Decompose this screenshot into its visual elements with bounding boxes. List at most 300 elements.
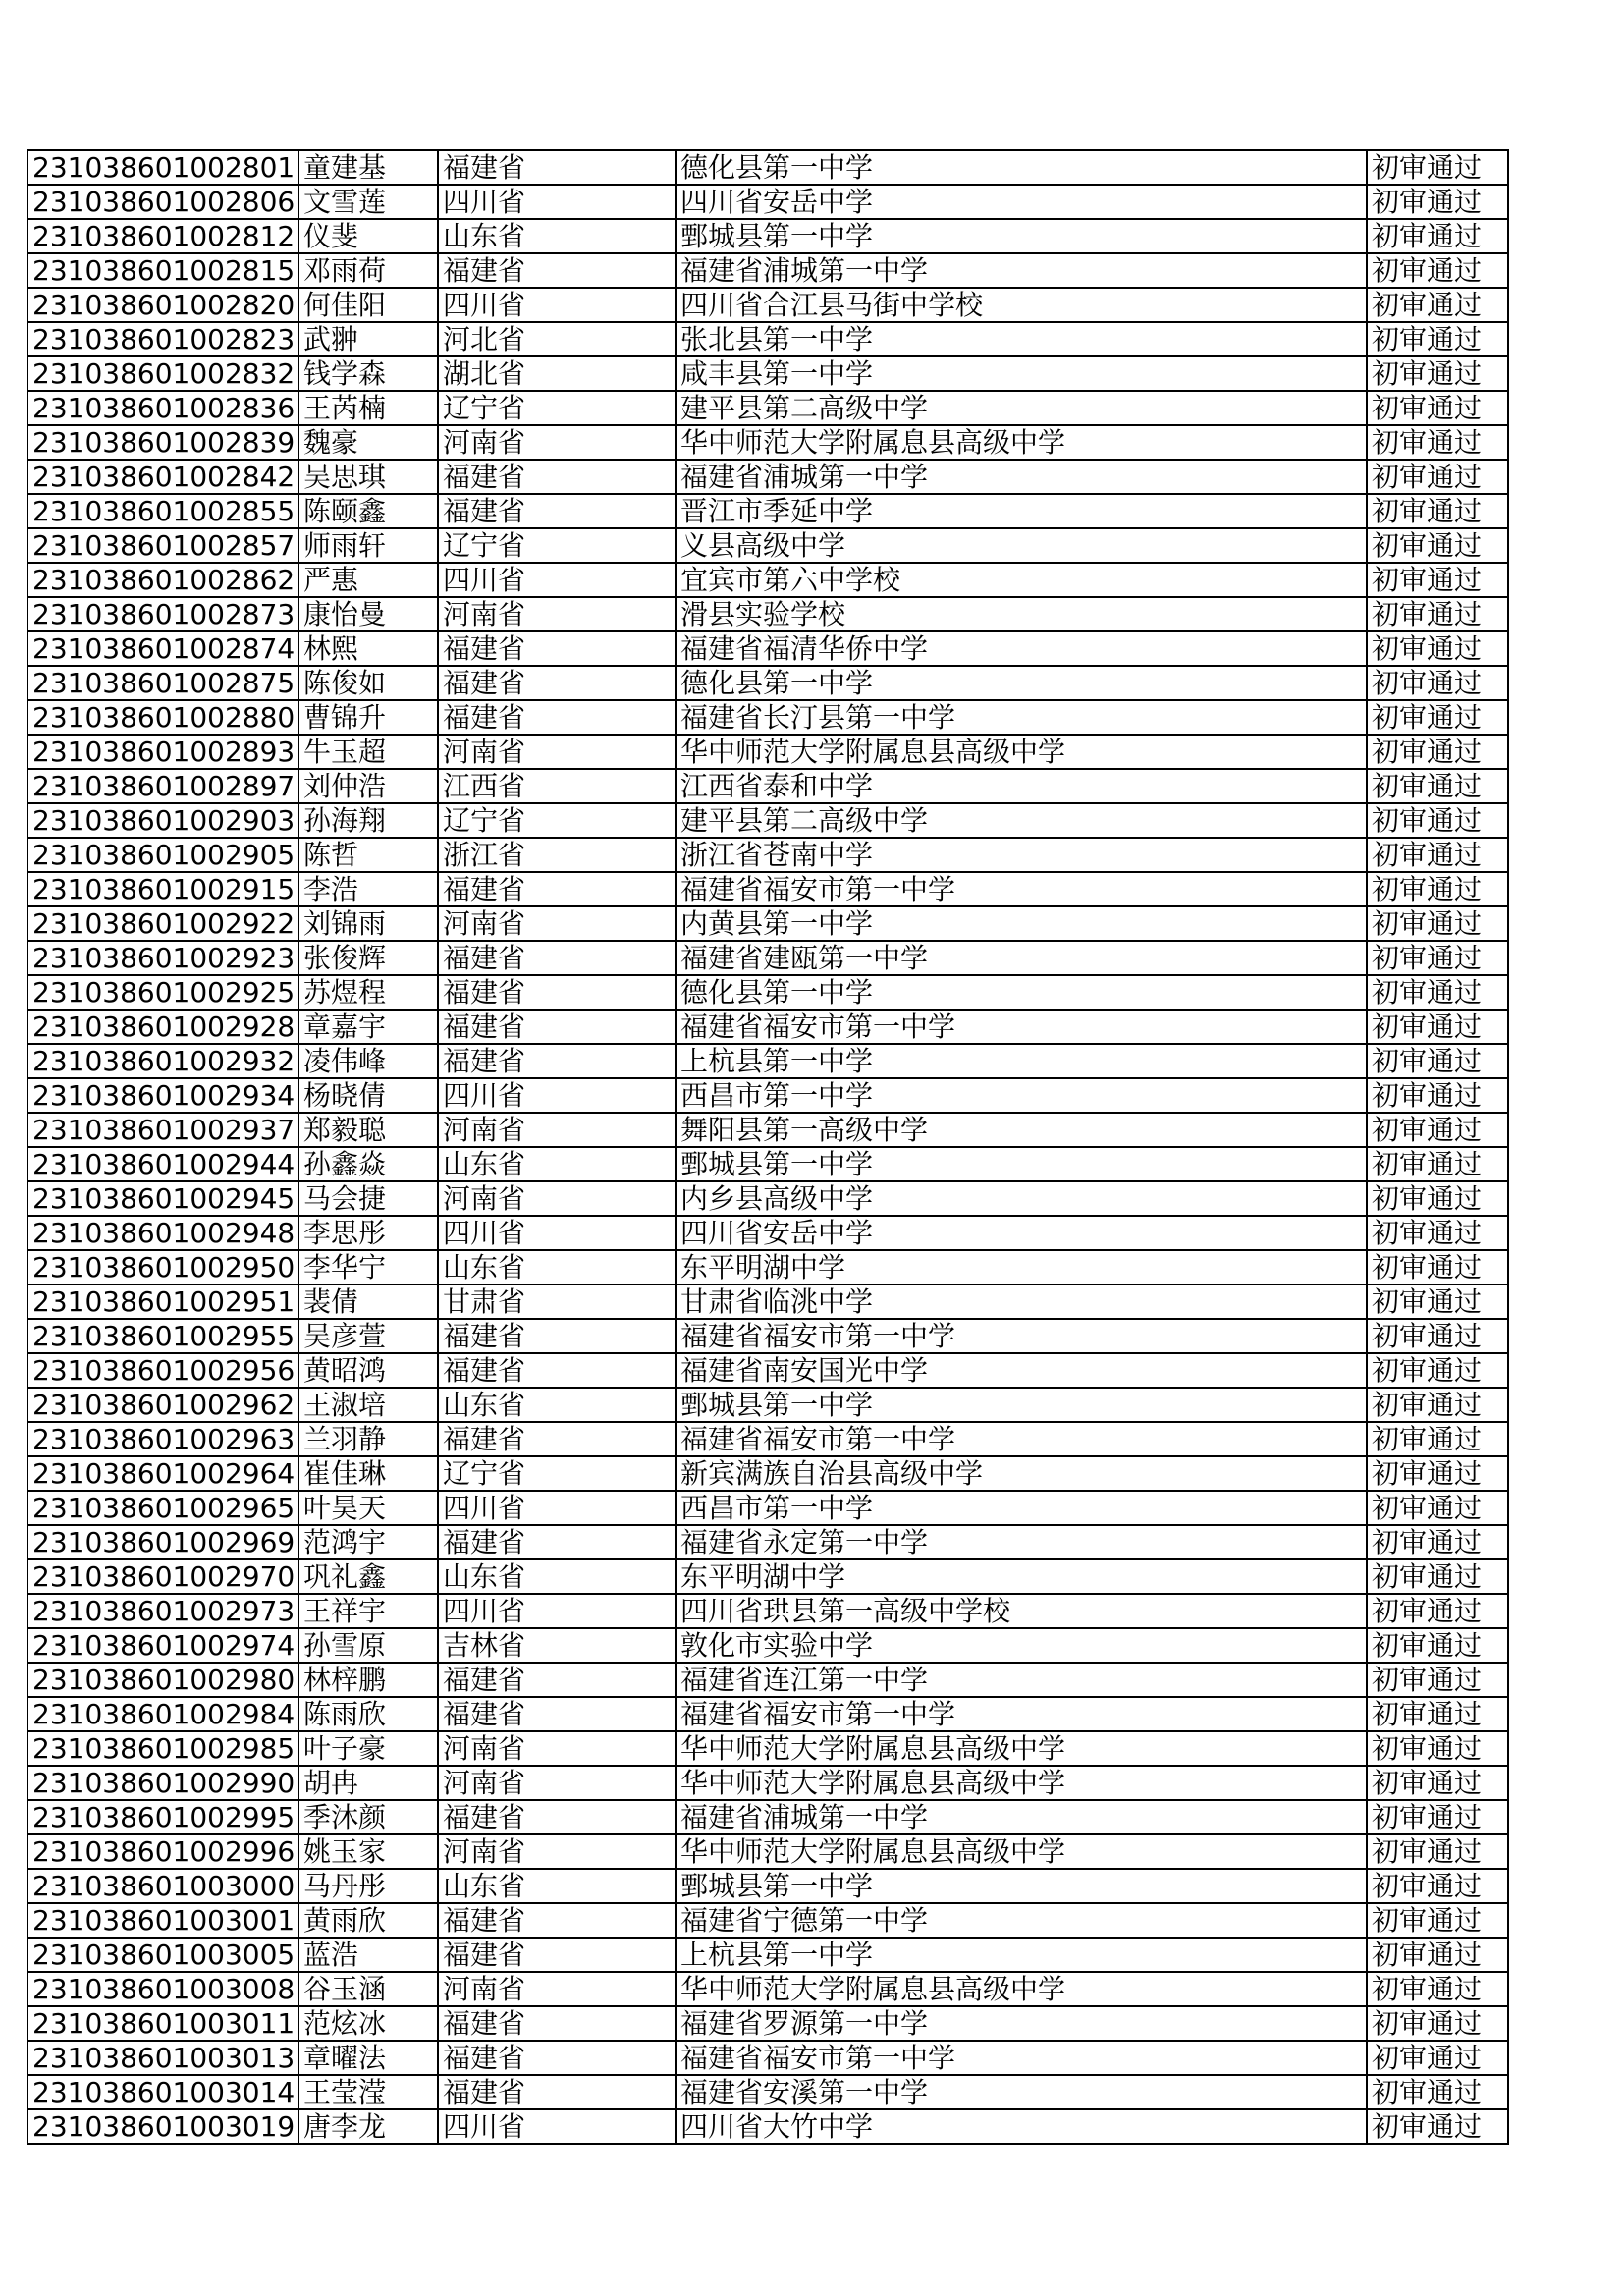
candidate-name-cell: 文雪莲 <box>298 185 438 219</box>
province-cell: 福建省 <box>438 1697 676 1731</box>
province-cell: 甘肃省 <box>438 1285 676 1319</box>
table-row <box>27 769 1508 803</box>
candidate-name-cell: 刘锦雨 <box>298 906 438 941</box>
school-cell: 西昌市第一中学 <box>676 1491 1367 1525</box>
candidate-name-cell: 吴彦萱 <box>298 1319 438 1353</box>
table-row <box>27 425 1508 460</box>
candidate-id-cell: 231038601002823 <box>27 322 298 356</box>
candidate-name-cell: 章曜法 <box>298 2041 438 2075</box>
status-cell: 初审通过 <box>1367 1319 1508 1353</box>
province-cell: 福建省 <box>438 700 676 735</box>
candidate-name-cell: 王淑培 <box>298 1388 438 1422</box>
status-cell: 初审通过 <box>1367 425 1508 460</box>
candidate-name-cell: 仪斐 <box>298 219 438 253</box>
status-cell: 初审通过 <box>1367 1834 1508 1869</box>
school-cell: 江西省泰和中学 <box>676 769 1367 803</box>
candidate-id-cell: 231038601002897 <box>27 769 298 803</box>
province-cell: 河南省 <box>438 425 676 460</box>
candidate-name-cell: 陈俊如 <box>298 666 438 700</box>
status-cell: 初审通过 <box>1367 872 1508 906</box>
school-cell: 福建省福清华侨中学 <box>676 631 1367 666</box>
status-cell: 初审通过 <box>1367 1456 1508 1491</box>
province-cell: 福建省 <box>438 666 676 700</box>
province-cell: 福建省 <box>438 1353 676 1388</box>
candidate-name-cell: 姚玉家 <box>298 1834 438 1869</box>
candidate-id-cell: 231038601002855 <box>27 494 298 528</box>
status-cell: 初审通过 <box>1367 1869 1508 1903</box>
candidate-id-cell: 231038601002801 <box>27 150 298 185</box>
table-row <box>27 1663 1508 1697</box>
table-row <box>27 219 1508 253</box>
candidate-id-cell: 231038601002956 <box>27 1353 298 1388</box>
candidate-id-cell: 231038601002880 <box>27 700 298 735</box>
school-cell: 福建省福安市第一中学 <box>676 872 1367 906</box>
candidate-id-cell: 231038601002903 <box>27 803 298 838</box>
table-row <box>27 2075 1508 2109</box>
school-cell: 福建省安溪第一中学 <box>676 2075 1367 2109</box>
candidate-id-cell: 231038601002832 <box>27 356 298 391</box>
candidate-id-cell: 231038601002820 <box>27 288 298 322</box>
school-cell: 福建省浦城第一中学 <box>676 253 1367 288</box>
candidate-id-cell: 231038601002963 <box>27 1422 298 1456</box>
table-row <box>27 838 1508 872</box>
school-cell: 福建省罗源第一中学 <box>676 2006 1367 2041</box>
candidate-name-cell: 师雨轩 <box>298 528 438 563</box>
candidate-id-cell: 231038601002925 <box>27 975 298 1010</box>
status-cell: 初审通过 <box>1367 288 1508 322</box>
candidate-id-cell: 231038601002962 <box>27 1388 298 1422</box>
candidate-id-cell: 231038601002922 <box>27 906 298 941</box>
province-cell: 福建省 <box>438 1525 676 1559</box>
province-cell: 福建省 <box>438 1800 676 1834</box>
results-table <box>27 149 1509 2145</box>
candidate-name-cell: 马丹彤 <box>298 1869 438 1903</box>
province-cell: 福建省 <box>438 2075 676 2109</box>
province-cell: 河南省 <box>438 597 676 631</box>
candidate-name-cell: 谷玉涵 <box>298 1972 438 2006</box>
table-row <box>27 1697 1508 1731</box>
province-cell: 山东省 <box>438 1559 676 1594</box>
table-row <box>27 941 1508 975</box>
school-cell: 华中师范大学附属息县高级中学 <box>676 425 1367 460</box>
status-cell: 初审通过 <box>1367 1147 1508 1181</box>
school-cell: 福建省建瓯第一中学 <box>676 941 1367 975</box>
status-cell: 初审通过 <box>1367 2075 1508 2109</box>
candidate-id-cell: 231038601002984 <box>27 1697 298 1731</box>
status-cell: 初审通过 <box>1367 322 1508 356</box>
candidate-id-cell: 231038601003001 <box>27 1903 298 1938</box>
table-row <box>27 1731 1508 1766</box>
status-cell: 初审通过 <box>1367 631 1508 666</box>
status-cell: 初审通过 <box>1367 253 1508 288</box>
province-cell: 四川省 <box>438 2109 676 2144</box>
school-cell: 滑县实验学校 <box>676 597 1367 631</box>
table-row <box>27 803 1508 838</box>
school-cell: 福建省福安市第一中学 <box>676 1010 1367 1044</box>
candidate-name-cell: 孙雪原 <box>298 1628 438 1663</box>
status-cell: 初审通过 <box>1367 356 1508 391</box>
status-cell: 初审通过 <box>1367 735 1508 769</box>
status-cell: 初审通过 <box>1367 1663 1508 1697</box>
province-cell: 福建省 <box>438 253 676 288</box>
candidate-id-cell: 231038601002862 <box>27 563 298 597</box>
province-cell: 四川省 <box>438 1594 676 1628</box>
candidate-name-cell: 林梓鹏 <box>298 1663 438 1697</box>
school-cell: 义县高级中学 <box>676 528 1367 563</box>
province-cell: 湖北省 <box>438 356 676 391</box>
school-cell: 四川省安岳中学 <box>676 1216 1367 1250</box>
table-row <box>27 1491 1508 1525</box>
table-row <box>27 356 1508 391</box>
status-cell: 初审通过 <box>1367 666 1508 700</box>
candidate-id-cell: 231038601003005 <box>27 1938 298 1972</box>
province-cell: 辽宁省 <box>438 803 676 838</box>
candidate-name-cell: 唐李龙 <box>298 2109 438 2144</box>
status-cell: 初审通过 <box>1367 1766 1508 1800</box>
province-cell: 山东省 <box>438 1869 676 1903</box>
school-cell: 福建省南安国光中学 <box>676 1353 1367 1388</box>
candidate-name-cell: 李思彤 <box>298 1216 438 1250</box>
school-cell: 鄄城县第一中学 <box>676 219 1367 253</box>
school-cell: 晋江市季延中学 <box>676 494 1367 528</box>
table-row <box>27 1216 1508 1250</box>
candidate-name-cell: 黄雨欣 <box>298 1903 438 1938</box>
school-cell: 华中师范大学附属息县高级中学 <box>676 735 1367 769</box>
status-cell: 初审通过 <box>1367 1697 1508 1731</box>
status-cell: 初审通过 <box>1367 185 1508 219</box>
candidate-id-cell: 231038601002873 <box>27 597 298 631</box>
status-cell: 初审通过 <box>1367 1422 1508 1456</box>
candidate-id-cell: 231038601003000 <box>27 1869 298 1903</box>
candidate-id-cell: 231038601002905 <box>27 838 298 872</box>
table-row <box>27 2006 1508 2041</box>
school-cell: 福建省浦城第一中学 <box>676 460 1367 494</box>
candidate-id-cell: 231038601002874 <box>27 631 298 666</box>
candidate-name-cell: 陈雨欣 <box>298 1697 438 1731</box>
school-cell: 华中师范大学附属息县高级中学 <box>676 1834 1367 1869</box>
candidate-id-cell: 231038601002950 <box>27 1250 298 1285</box>
candidate-name-cell: 张俊辉 <box>298 941 438 975</box>
status-cell: 初审通过 <box>1367 1628 1508 1663</box>
table-row <box>27 872 1508 906</box>
status-cell: 初审通过 <box>1367 1078 1508 1113</box>
status-cell: 初审通过 <box>1367 1800 1508 1834</box>
table-row <box>27 735 1508 769</box>
table-row <box>27 150 1508 185</box>
province-cell: 河南省 <box>438 1113 676 1147</box>
status-cell: 初审通过 <box>1367 1285 1508 1319</box>
province-cell: 辽宁省 <box>438 528 676 563</box>
province-cell: 江西省 <box>438 769 676 803</box>
status-cell: 初审通过 <box>1367 391 1508 425</box>
school-cell: 福建省浦城第一中学 <box>676 1800 1367 1834</box>
status-cell: 初审通过 <box>1367 906 1508 941</box>
table-row <box>27 1800 1508 1834</box>
status-cell: 初审通过 <box>1367 1594 1508 1628</box>
results-table-body <box>27 150 1508 2144</box>
province-cell: 福建省 <box>438 494 676 528</box>
candidate-name-cell: 曹锦升 <box>298 700 438 735</box>
candidate-name-cell: 黄昭鸿 <box>298 1353 438 1388</box>
candidate-id-cell: 231038601002893 <box>27 735 298 769</box>
candidate-id-cell: 231038601002974 <box>27 1628 298 1663</box>
province-cell: 四川省 <box>438 288 676 322</box>
province-cell: 河南省 <box>438 906 676 941</box>
status-cell: 初审通过 <box>1367 1113 1508 1147</box>
candidate-name-cell: 孙鑫焱 <box>298 1147 438 1181</box>
table-row <box>27 1903 1508 1938</box>
candidate-name-cell: 巩礼鑫 <box>298 1559 438 1594</box>
status-cell: 初审通过 <box>1367 1181 1508 1216</box>
status-cell: 初审通过 <box>1367 219 1508 253</box>
province-cell: 四川省 <box>438 563 676 597</box>
status-cell: 初审通过 <box>1367 1353 1508 1388</box>
school-cell: 福建省福安市第一中学 <box>676 1319 1367 1353</box>
candidate-name-cell: 季沐颜 <box>298 1800 438 1834</box>
candidate-name-cell: 兰羽静 <box>298 1422 438 1456</box>
school-cell: 华中师范大学附属息县高级中学 <box>676 1972 1367 2006</box>
candidate-name-cell: 李浩 <box>298 872 438 906</box>
table-row <box>27 1044 1508 1078</box>
table-row <box>27 1938 1508 1972</box>
table-row <box>27 460 1508 494</box>
candidate-id-cell: 231038601002948 <box>27 1216 298 1250</box>
school-cell: 敦化市实验中学 <box>676 1628 1367 1663</box>
status-cell: 初审通过 <box>1367 700 1508 735</box>
candidate-id-cell: 231038601002937 <box>27 1113 298 1147</box>
province-cell: 四川省 <box>438 1491 676 1525</box>
status-cell: 初审通过 <box>1367 975 1508 1010</box>
candidate-id-cell: 231038601002980 <box>27 1663 298 1697</box>
table-row <box>27 1147 1508 1181</box>
candidate-name-cell: 凌伟峰 <box>298 1044 438 1078</box>
status-cell: 初审通过 <box>1367 1216 1508 1250</box>
province-cell: 山东省 <box>438 1147 676 1181</box>
candidate-name-cell: 康怡曼 <box>298 597 438 631</box>
status-cell: 初审通过 <box>1367 528 1508 563</box>
status-cell: 初审通过 <box>1367 1525 1508 1559</box>
province-cell: 四川省 <box>438 1216 676 1250</box>
province-cell: 辽宁省 <box>438 391 676 425</box>
candidate-name-cell: 胡冉 <box>298 1766 438 1800</box>
status-cell: 初审通过 <box>1367 803 1508 838</box>
candidate-id-cell: 231038601002875 <box>27 666 298 700</box>
candidate-id-cell: 231038601002996 <box>27 1834 298 1869</box>
status-cell: 初审通过 <box>1367 563 1508 597</box>
candidate-name-cell: 范鸿宇 <box>298 1525 438 1559</box>
school-cell: 鄄城县第一中学 <box>676 1869 1367 1903</box>
candidate-name-cell: 何佳阳 <box>298 288 438 322</box>
candidate-name-cell: 马会捷 <box>298 1181 438 1216</box>
candidate-id-cell: 231038601002839 <box>27 425 298 460</box>
province-cell: 浙江省 <box>438 838 676 872</box>
candidate-id-cell: 231038601002985 <box>27 1731 298 1766</box>
province-cell: 福建省 <box>438 1422 676 1456</box>
candidate-id-cell: 231038601002964 <box>27 1456 298 1491</box>
province-cell: 河北省 <box>438 322 676 356</box>
school-cell: 华中师范大学附属息县高级中学 <box>676 1766 1367 1800</box>
status-cell: 初审通过 <box>1367 1938 1508 1972</box>
status-cell: 初审通过 <box>1367 838 1508 872</box>
table-row <box>27 1285 1508 1319</box>
candidate-id-cell: 231038601003014 <box>27 2075 298 2109</box>
candidate-name-cell: 武翀 <box>298 322 438 356</box>
table-row <box>27 1869 1508 1903</box>
candidate-name-cell: 章嘉宇 <box>298 1010 438 1044</box>
table-row <box>27 2109 1508 2144</box>
school-cell: 四川省安岳中学 <box>676 185 1367 219</box>
candidate-id-cell: 231038601002969 <box>27 1525 298 1559</box>
status-cell: 初审通过 <box>1367 1491 1508 1525</box>
candidate-id-cell: 231038601002915 <box>27 872 298 906</box>
candidate-id-cell: 231038601002934 <box>27 1078 298 1113</box>
table-row <box>27 1353 1508 1388</box>
table-row <box>27 597 1508 631</box>
table-row <box>27 1972 1508 2006</box>
candidate-id-cell: 231038601002951 <box>27 1285 298 1319</box>
table-row <box>27 322 1508 356</box>
candidate-id-cell: 231038601002923 <box>27 941 298 975</box>
table-row <box>27 253 1508 288</box>
province-cell: 福建省 <box>438 150 676 185</box>
candidate-name-cell: 蓝浩 <box>298 1938 438 1972</box>
table-row <box>27 1834 1508 1869</box>
province-cell: 福建省 <box>438 975 676 1010</box>
school-cell: 四川省合江县马街中学校 <box>676 288 1367 322</box>
school-cell: 福建省宁德第一中学 <box>676 1903 1367 1938</box>
candidate-id-cell: 231038601002836 <box>27 391 298 425</box>
status-cell: 初审通过 <box>1367 1010 1508 1044</box>
school-cell: 新宾满族自治县高级中学 <box>676 1456 1367 1491</box>
table-row <box>27 1594 1508 1628</box>
school-cell: 福建省连江第一中学 <box>676 1663 1367 1697</box>
candidate-name-cell: 钱学森 <box>298 356 438 391</box>
candidate-name-cell: 裴倩 <box>298 1285 438 1319</box>
status-cell: 初审通过 <box>1367 941 1508 975</box>
candidate-name-cell: 陈颐鑫 <box>298 494 438 528</box>
table-row <box>27 1388 1508 1422</box>
province-cell: 四川省 <box>438 1078 676 1113</box>
candidate-id-cell: 231038601002970 <box>27 1559 298 1594</box>
status-cell: 初审通过 <box>1367 1250 1508 1285</box>
status-cell: 初审通过 <box>1367 769 1508 803</box>
candidate-name-cell: 李华宁 <box>298 1250 438 1285</box>
province-cell: 四川省 <box>438 185 676 219</box>
school-cell: 福建省福安市第一中学 <box>676 1697 1367 1731</box>
candidate-id-cell: 231038601002806 <box>27 185 298 219</box>
candidate-id-cell: 231038601002815 <box>27 253 298 288</box>
candidate-name-cell: 苏煜程 <box>298 975 438 1010</box>
school-cell: 宜宾市第六中学校 <box>676 563 1367 597</box>
province-cell: 山东省 <box>438 1250 676 1285</box>
candidate-name-cell: 邓雨荷 <box>298 253 438 288</box>
school-cell: 福建省永定第一中学 <box>676 1525 1367 1559</box>
candidate-name-cell: 叶子豪 <box>298 1731 438 1766</box>
candidate-id-cell: 231038601002944 <box>27 1147 298 1181</box>
school-cell: 福建省福安市第一中学 <box>676 2041 1367 2075</box>
province-cell: 福建省 <box>438 2006 676 2041</box>
school-cell: 舞阳县第一高级中学 <box>676 1113 1367 1147</box>
province-cell: 福建省 <box>438 1044 676 1078</box>
school-cell: 浙江省苍南中学 <box>676 838 1367 872</box>
province-cell: 河南省 <box>438 1834 676 1869</box>
status-cell: 初审通过 <box>1367 1903 1508 1938</box>
candidate-name-cell: 范炫冰 <box>298 2006 438 2041</box>
school-cell: 内黄县第一中学 <box>676 906 1367 941</box>
status-cell: 初审通过 <box>1367 150 1508 185</box>
candidate-id-cell: 231038601003011 <box>27 2006 298 2041</box>
candidate-id-cell: 231038601003019 <box>27 2109 298 2144</box>
school-cell: 上杭县第一中学 <box>676 1938 1367 1972</box>
status-cell: 初审通过 <box>1367 2109 1508 2144</box>
table-row <box>27 1456 1508 1491</box>
province-cell: 福建省 <box>438 1938 676 1972</box>
province-cell: 辽宁省 <box>438 1456 676 1491</box>
school-cell: 建平县第二高级中学 <box>676 803 1367 838</box>
school-cell: 四川省珙县第一高级中学校 <box>676 1594 1367 1628</box>
table-row <box>27 1010 1508 1044</box>
school-cell: 内乡县高级中学 <box>676 1181 1367 1216</box>
candidate-id-cell: 231038601002945 <box>27 1181 298 1216</box>
table-row <box>27 1319 1508 1353</box>
school-cell: 甘肃省临洮中学 <box>676 1285 1367 1319</box>
school-cell: 鄄城县第一中学 <box>676 1388 1367 1422</box>
province-cell: 河南省 <box>438 1972 676 2006</box>
candidate-id-cell: 231038601002955 <box>27 1319 298 1353</box>
table-row <box>27 1250 1508 1285</box>
table-row <box>27 494 1508 528</box>
province-cell: 河南省 <box>438 1181 676 1216</box>
school-cell: 张北县第一中学 <box>676 322 1367 356</box>
school-cell: 咸丰县第一中学 <box>676 356 1367 391</box>
candidate-name-cell: 王莹滢 <box>298 2075 438 2109</box>
status-cell: 初审通过 <box>1367 1044 1508 1078</box>
table-row <box>27 700 1508 735</box>
school-cell: 上杭县第一中学 <box>676 1044 1367 1078</box>
candidate-name-cell: 叶昊天 <box>298 1491 438 1525</box>
status-cell: 初审通过 <box>1367 494 1508 528</box>
table-row <box>27 288 1508 322</box>
school-cell: 东平明湖中学 <box>676 1250 1367 1285</box>
province-cell: 福建省 <box>438 872 676 906</box>
candidate-id-cell: 231038601002932 <box>27 1044 298 1078</box>
province-cell: 河南省 <box>438 1731 676 1766</box>
table-row <box>27 975 1508 1010</box>
table-row <box>27 2041 1508 2075</box>
province-cell: 河南省 <box>438 735 676 769</box>
status-cell: 初审通过 <box>1367 1388 1508 1422</box>
province-cell: 福建省 <box>438 1903 676 1938</box>
province-cell: 福建省 <box>438 1010 676 1044</box>
table-row <box>27 666 1508 700</box>
table-row <box>27 528 1508 563</box>
candidate-id-cell: 231038601003008 <box>27 1972 298 2006</box>
candidate-id-cell: 231038601002928 <box>27 1010 298 1044</box>
candidate-name-cell: 刘仲浩 <box>298 769 438 803</box>
school-cell: 建平县第二高级中学 <box>676 391 1367 425</box>
table-row <box>27 391 1508 425</box>
school-cell: 德化县第一中学 <box>676 666 1367 700</box>
candidate-id-cell: 231038601002812 <box>27 219 298 253</box>
table-row <box>27 1559 1508 1594</box>
province-cell: 山东省 <box>438 1388 676 1422</box>
table-row <box>27 185 1508 219</box>
candidate-id-cell: 231038601002995 <box>27 1800 298 1834</box>
table-row <box>27 1181 1508 1216</box>
candidate-name-cell: 陈哲 <box>298 838 438 872</box>
candidate-id-cell: 231038601002842 <box>27 460 298 494</box>
school-cell: 福建省福安市第一中学 <box>676 1422 1367 1456</box>
